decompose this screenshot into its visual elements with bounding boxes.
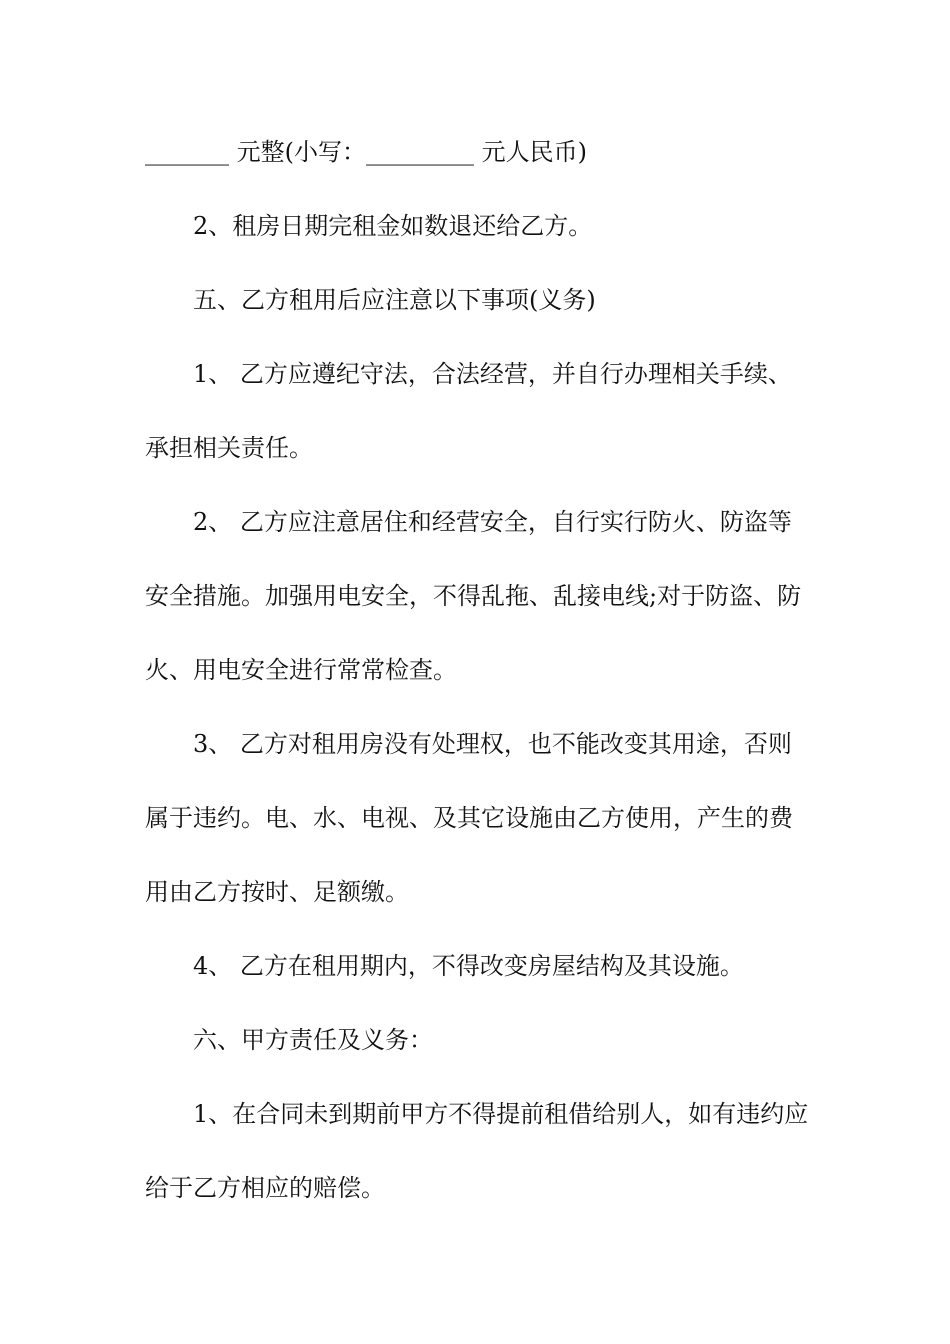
text-line-obligation-1b: 承担相关责任。 <box>145 434 313 462</box>
section-heading-tenant-obligations: 五、乙方租用后应注意以下事项(义务) <box>193 286 596 314</box>
text-line-landlord-1a: 1、在合同未到期前甲方不得提前租借给别人，如有违约应 <box>193 1100 809 1128</box>
text-line-obligation-3a: 3、 乙方对租用房没有处理权，也不能改变其用途，否则 <box>193 730 792 758</box>
text-line-obligation-2b: 安全措施。加强用电安全，不得乱拖、乱接电线;对于防盗、防 <box>145 582 802 610</box>
text-line-obligation-1a: 1、 乙方应遵纪守法，合法经营，并自行办理相关手续、 <box>193 360 792 388</box>
text-line-obligation-4: 4、 乙方在租用期内，不得改变房屋结构及其设施。 <box>193 952 744 980</box>
text-line-obligation-3b: 属于违约。电、水、电视、及其它设施由乙方使用，产生的费 <box>145 804 793 832</box>
text-line-landlord-1b: 给于乙方相应的赔偿。 <box>145 1174 385 1202</box>
text-line-obligation-2a: 2、 乙方应注意居住和经营安全，自行实行防火、防盗等 <box>193 508 792 536</box>
section-heading-landlord-obligations: 六、甲方责任及义务： <box>193 1026 433 1054</box>
text-line-obligation-3c: 用由乙方按时、足额缴。 <box>145 878 409 906</box>
text-line-refund-clause: 2、租房日期完租金如数退还给乙方。 <box>193 212 593 240</box>
text-line-obligation-2c: 火、用电安全进行常常检查。 <box>145 656 457 684</box>
text-line-rent-amount: _______ 元整(小写：_________ 元人民币) <box>145 138 587 166</box>
